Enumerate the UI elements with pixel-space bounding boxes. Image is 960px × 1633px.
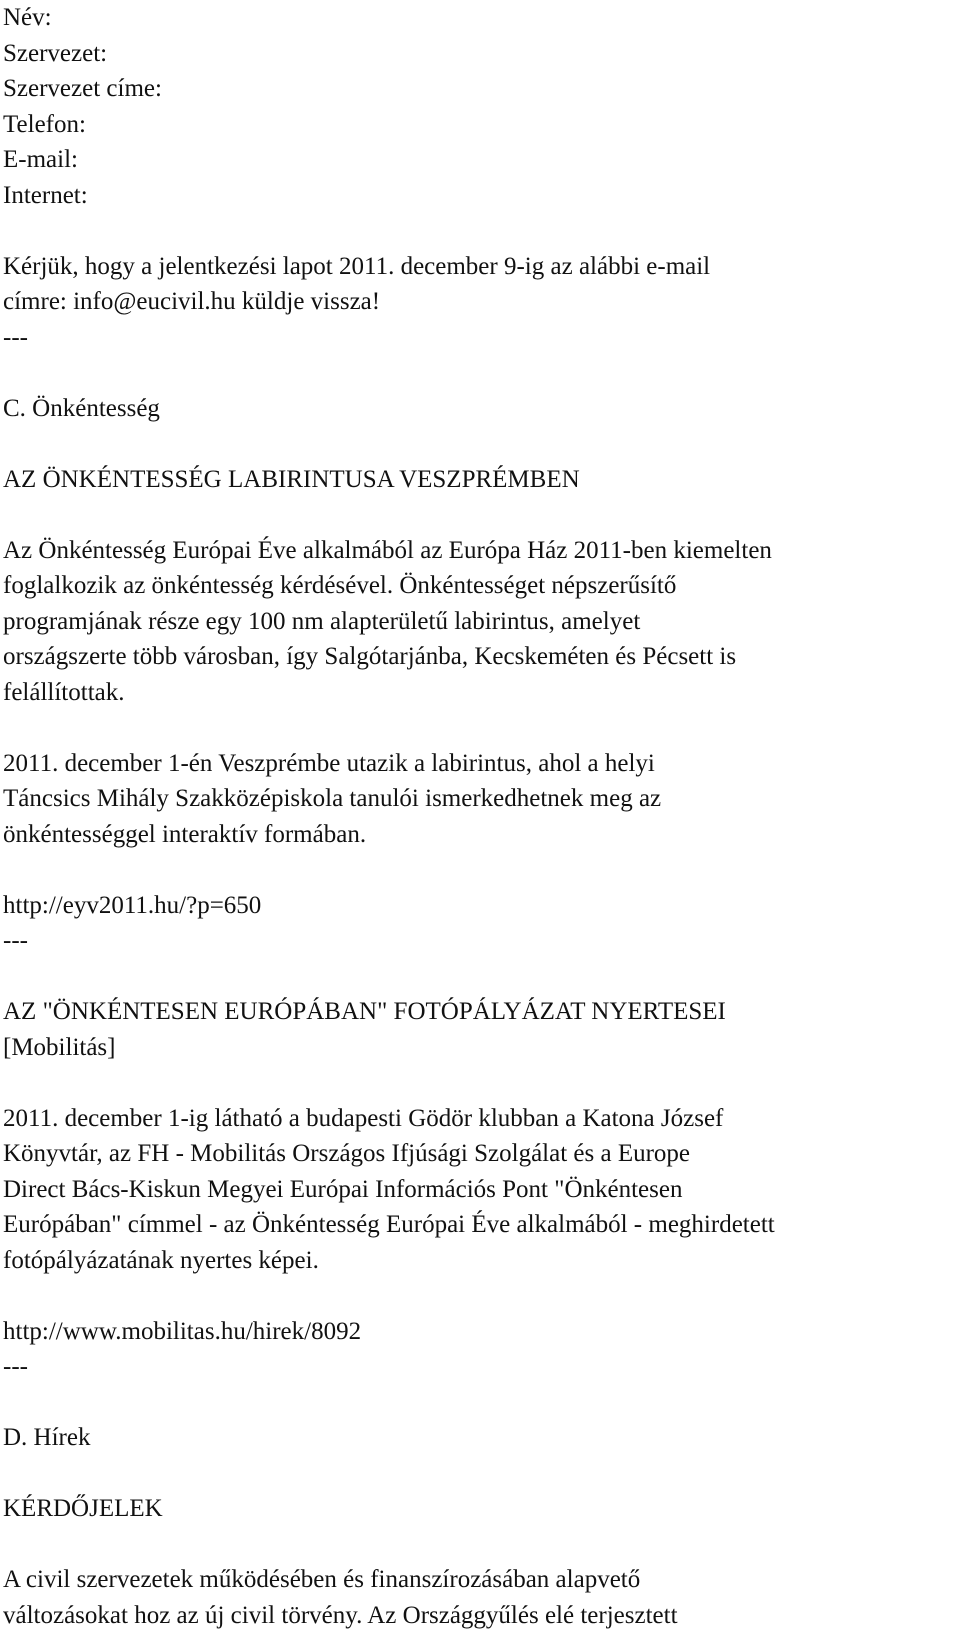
spacer <box>3 1456 953 1492</box>
instruction-line: címre: info@eucivil.hu küldje vissza! <box>3 288 381 315</box>
article-link[interactable]: http://www.mobilitas.hu/hirek/8092 <box>3 1317 362 1345</box>
article-title: AZ "ÖNKÉNTESEN EURÓPÁBAN" FOTÓPÁLYÁZAT NYERTESEI <box>3 998 726 1025</box>
paragraph-line: Direct Bács-Kiskun Megyei Európai Információs Pont "Önkéntesen <box>3 1175 683 1203</box>
spacer <box>3 355 953 391</box>
spacer <box>3 1527 953 1563</box>
paragraph-line: A civil szervezetek működésében és finanszírozásában alapvető <box>3 1566 641 1593</box>
field-label-phone: Telefon: <box>3 110 86 138</box>
submission-instruction <box>3 249 953 320</box>
separator: --- <box>3 323 28 351</box>
spacer <box>3 1278 953 1314</box>
spacer <box>3 710 953 746</box>
spacer <box>3 852 953 888</box>
field-label-name: Név: <box>3 4 52 31</box>
section-heading-c: C. Önkéntesség <box>3 394 160 422</box>
separator: --- <box>3 1353 28 1380</box>
paragraph-line: fotópályázatának nyertes képei. <box>3 1246 319 1274</box>
field-label-organization: Szervezet: <box>3 39 108 67</box>
registration-form-fields <box>3 0 953 213</box>
article-title-source: [Mobilitás] <box>3 1033 116 1061</box>
paragraph-line: változásokat hoz az új civil törvény. Az Országgyűlés elé terjesztett <box>3 1601 678 1629</box>
document-page <box>3 0 953 1633</box>
article-paragraph <box>3 746 953 853</box>
spacer <box>3 213 953 249</box>
paragraph-line: Könyvtár, az FH - Mobilitás Országos Ifjúsági Szolgálat és a Europe <box>3 1140 691 1167</box>
article-paragraph <box>3 533 953 711</box>
spacer <box>3 426 953 462</box>
separator: --- <box>3 927 28 954</box>
article-paragraph <box>3 1562 953 1633</box>
spacer <box>3 1065 953 1101</box>
article-paragraph <box>3 1101 953 1279</box>
paragraph-line: foglalkozik az önkéntesség kérdésével. Önkéntességet népszerűsítő <box>3 572 677 599</box>
section-heading-d: D. Hírek <box>3 1424 91 1451</box>
spacer <box>3 497 953 533</box>
field-label-organization-address: Szervezet címe: <box>3 75 162 102</box>
field-label-email: E-mail: <box>3 146 78 173</box>
instruction-line: Kérjük, hogy a jelentkezési lapot 2011. december 9-ig az alábbi e-mail <box>3 252 711 280</box>
paragraph-line: Európában" címmel - az Önkéntesség Európai Éve alkalmából - meghirdetett <box>3 1211 775 1238</box>
paragraph-line: Táncsics Mihály Szakközépiskola tanulói ismerkedhetnek meg az <box>3 785 662 812</box>
article-link[interactable]: http://eyv2011.hu/?p=650 <box>3 891 262 919</box>
paragraph-line: felállítottak. <box>3 678 125 706</box>
spacer <box>3 1385 953 1421</box>
article-title: AZ ÖNKÉNTESSÉG LABIRINTUSA VESZPRÉMBEN <box>3 465 580 493</box>
spacer <box>3 959 953 995</box>
paragraph-line: programjának része egy 100 nm alapterületű labirintus, amelyet <box>3 607 641 635</box>
paragraph-line: Az Önkéntesség Európai Éve alkalmából az Európa Ház 2011-ben kiemelten <box>3 536 772 564</box>
paragraph-line: önkéntességgel interaktív formában. <box>3 820 367 848</box>
paragraph-line: országszerte több városban, így Salgótarjánba, Kecskeméten és Pécsett is <box>3 643 737 670</box>
field-label-internet: Internet: <box>3 181 88 209</box>
article-title: KÉRDŐJELEK <box>3 1495 163 1522</box>
paragraph-line: 2011. december 1-ig látható a budapesti Gödör klubban a Katona József <box>3 1104 724 1132</box>
paragraph-line: 2011. december 1-én Veszprémbe utazik a labirintus, ahol a helyi <box>3 749 655 777</box>
